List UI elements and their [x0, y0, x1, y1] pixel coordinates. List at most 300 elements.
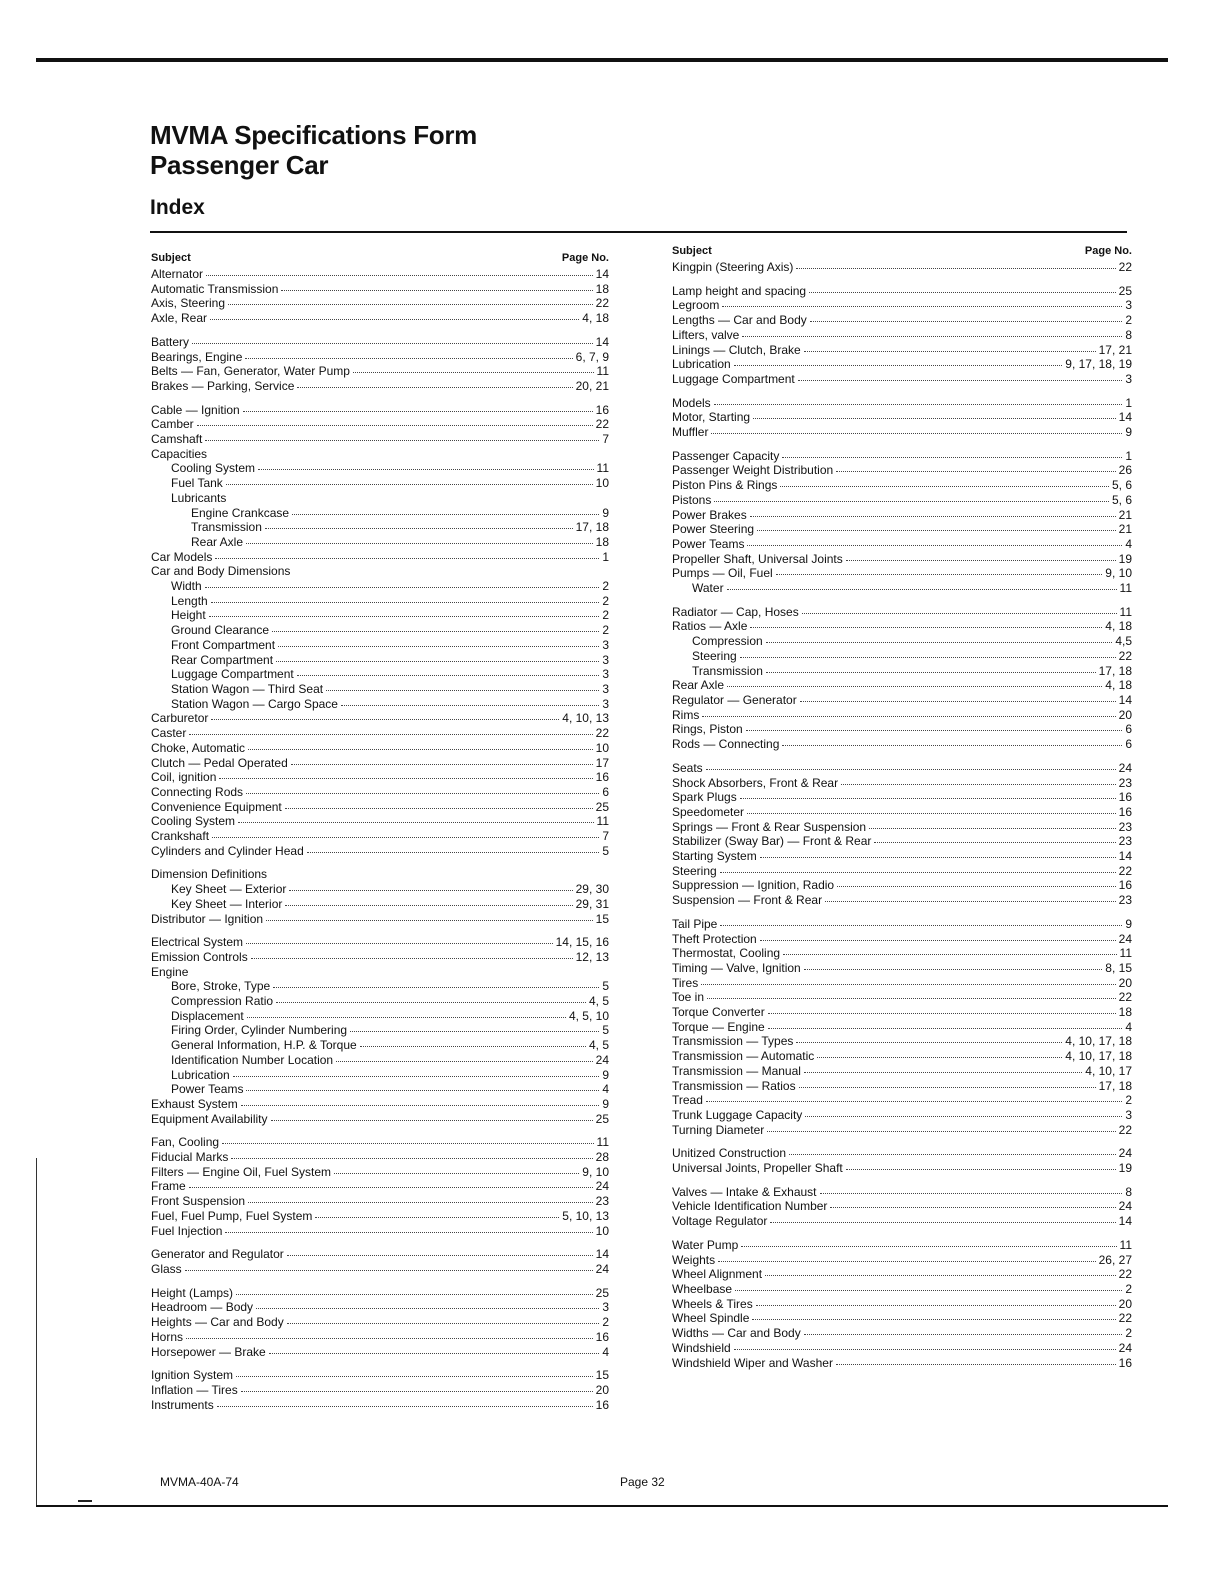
subject-header: Subject: [672, 245, 712, 257]
entry-page-numbers: 4, 5, 10: [568, 1008, 609, 1023]
section-heading: Index: [150, 196, 205, 219]
entry-subject: Starting System: [672, 849, 757, 864]
entry-page-numbers: 4: [602, 1082, 609, 1097]
entry-page-numbers: 22: [1118, 648, 1132, 663]
entry-page-numbers: 9: [602, 505, 609, 520]
dot-leader: [258, 459, 593, 470]
dot-leader: [846, 1159, 1116, 1170]
margin-line: [36, 1158, 37, 1506]
dot-leader: [830, 1197, 1115, 1208]
entry-subject: Universal Joints, Propeller Shaft: [672, 1161, 843, 1176]
entry-page-numbers: 2: [602, 579, 609, 594]
entry-page-numbers: 11: [596, 364, 609, 379]
entry-page-numbers: 22: [1118, 990, 1132, 1005]
dot-leader: [205, 430, 599, 441]
entry-subject: Compression Ratio: [171, 994, 274, 1009]
index-entry: [672, 425, 1132, 440]
entry-page-numbers: 22: [595, 296, 609, 311]
dot-leader: [767, 1121, 1115, 1132]
dot-leader: [225, 1222, 592, 1233]
entry-subject: Fuel Tank: [171, 476, 223, 491]
entry-page-numbers: 25: [595, 1285, 609, 1300]
entry-page-numbers: 14: [1118, 849, 1132, 864]
dot-leader: [271, 1110, 593, 1121]
entry-page-numbers: 3: [1125, 298, 1132, 313]
dot-leader: [266, 910, 593, 921]
dot-leader: [796, 258, 1115, 269]
entry-subject: Luggage Compartment: [672, 371, 795, 386]
index-entry: [672, 581, 1132, 596]
index-entry: [151, 1112, 609, 1127]
entry-subject: Emission Controls: [151, 949, 248, 964]
dot-leader: [750, 617, 1102, 628]
entry-page-numbers: 22: [1118, 1267, 1132, 1282]
dot-leader: [837, 876, 1116, 887]
entry-page-numbers: 18: [595, 534, 609, 549]
dot-leader: [246, 783, 599, 794]
dot-leader: [727, 676, 1102, 687]
entry-subject: Station Wagon — Cargo Space: [171, 696, 338, 711]
entry-page-numbers: 3: [1125, 371, 1132, 386]
dot-leader: [246, 533, 593, 544]
dot-leader: [246, 1080, 599, 1091]
entry-subject: Transmission — Ratios: [672, 1078, 796, 1093]
entry-page-numbers: 11: [1119, 1237, 1132, 1252]
margin-mark: [78, 1500, 92, 1502]
dot-leader: [810, 311, 1123, 322]
dot-leader: [278, 636, 599, 647]
entry-subject: Torque — Engine: [672, 1019, 765, 1034]
entry-subject: Heights — Car and Body: [151, 1315, 284, 1330]
index-entry: [672, 893, 1132, 908]
entry-subject: Vehicle Identification Number: [672, 1199, 828, 1214]
index-entry: [151, 311, 609, 326]
dot-leader: [285, 798, 593, 809]
dot-leader: [718, 1251, 1095, 1262]
entry-subject: Alternator: [151, 267, 204, 281]
entry-page-numbers: 16: [595, 1329, 609, 1344]
entry-subject: Water Pump: [672, 1237, 739, 1252]
entry-subject: Power Teams: [672, 536, 745, 551]
entry-page-numbers: 21: [1118, 507, 1132, 522]
entry-page-numbers: 10: [595, 1223, 609, 1238]
entry-page-numbers: 4, 5: [588, 994, 609, 1009]
index-entry: [151, 950, 609, 965]
title-line-1: MVMA Specifications Form: [150, 120, 477, 150]
index-entry: [151, 844, 609, 859]
entry-page-numbers: 16: [1118, 878, 1132, 893]
entry-subject: Power Teams: [171, 1082, 244, 1097]
entry-page-numbers: 3: [602, 652, 609, 667]
entry-subject: Transmission: [692, 663, 763, 678]
dot-leader: [273, 977, 599, 988]
entry-subject: Linings — Clutch, Brake: [672, 342, 801, 357]
entry-subject: Front Suspension: [151, 1194, 246, 1209]
entry-subject: Filters — Engine Oil, Fuel System: [151, 1164, 332, 1179]
entry-page-numbers: 21: [1118, 522, 1132, 537]
entry-page-numbers: 12, 13: [575, 949, 609, 964]
entry-subject: Generator and Regulator: [151, 1247, 284, 1262]
dot-leader: [315, 1207, 559, 1218]
entry-page-numbers: 17, 18: [1098, 1078, 1132, 1093]
entry-page-numbers: 20: [1118, 707, 1132, 722]
entry-subject: Width: [171, 579, 202, 594]
entry-subject: Transmission — Manual: [672, 1063, 801, 1078]
dot-leader: [734, 1339, 1116, 1350]
entry-subject: Station Wagon — Third Seat: [171, 681, 324, 696]
dot-leader: [353, 362, 594, 373]
entry-subject: Ratios — Axle: [672, 619, 748, 634]
entry-page-numbers: 8, 15: [1105, 960, 1132, 975]
dot-leader: [836, 461, 1115, 472]
dot-leader: [702, 706, 1115, 717]
dot-leader: [205, 577, 600, 588]
entry-page-numbers: 2: [1125, 1282, 1132, 1296]
entry-page-numbers: 17, 18: [1098, 663, 1132, 678]
index-entry: [672, 737, 1132, 752]
dot-leader: [753, 408, 1116, 419]
entry-subject: Firing Order, Cylinder Numbering: [171, 1023, 348, 1038]
entry-subject: Belts — Fan, Generator, Water Pump: [151, 364, 350, 379]
entry-subject: General Information, H.P. & Torque: [171, 1038, 357, 1053]
entry-subject: Engine Crankcase: [191, 505, 290, 520]
entry-subject: Muffler: [672, 425, 709, 440]
dot-leader: [789, 1144, 1116, 1155]
entry-page-numbers: 22: [1118, 1311, 1132, 1326]
entry-page-numbers: 4, 18: [582, 311, 609, 326]
entry-page-numbers: 2: [1125, 313, 1132, 328]
entry-subject: Fuel Injection: [151, 1223, 223, 1238]
dot-leader: [799, 1077, 1096, 1088]
header-rule: [150, 231, 1127, 233]
dot-leader: [217, 1396, 593, 1407]
dot-leader: [750, 506, 1116, 517]
entry-subject: Steering: [692, 648, 737, 663]
index-entry: [151, 432, 609, 447]
entry-page-numbers: 25: [595, 1111, 609, 1126]
entry-subject: Legroom: [672, 298, 720, 313]
dot-leader: [222, 1133, 593, 1144]
entry-page-numbers: 20: [1118, 975, 1132, 990]
entry-page-numbers: 9: [1125, 425, 1132, 440]
entry-page-numbers: 20, 21: [575, 378, 609, 393]
entry-page-numbers: 26: [1118, 463, 1132, 478]
entry-subject: Regulator — Generator: [672, 692, 797, 707]
entry-subject: Passenger Capacity: [672, 448, 780, 463]
entry-subject: Capacities: [151, 446, 208, 461]
dot-leader: [760, 847, 1116, 858]
entry-subject: Rings, Piston: [672, 722, 743, 737]
index-entries-left: [151, 267, 609, 1412]
dot-leader: [768, 1003, 1116, 1014]
entry-subject: Turning Diameter: [672, 1122, 765, 1137]
index-entry: [151, 1224, 609, 1239]
dot-leader: [269, 1343, 600, 1354]
entry-page-numbers: 18: [595, 281, 609, 296]
dot-leader: [185, 1260, 593, 1271]
index-entries-right: [672, 260, 1132, 1370]
entry-subject: Identification Number Location: [171, 1052, 334, 1067]
entry-subject: Windshield: [672, 1340, 731, 1355]
entry-page-numbers: 2: [1125, 1093, 1132, 1108]
entry-page-numbers: 17, 21: [1098, 342, 1132, 357]
index-entry: [672, 1214, 1132, 1229]
entry-page-numbers: 1: [1125, 395, 1132, 410]
dot-leader: [212, 827, 599, 838]
entry-subject: Carburetor: [151, 711, 209, 726]
entry-page-numbers: 4, 10, 17: [1085, 1063, 1132, 1078]
index-entry: [151, 550, 609, 565]
entry-page-numbers: 24: [1118, 1340, 1132, 1355]
entry-subject: Key Sheet — Interior: [171, 896, 283, 911]
entry-subject: Passenger Weight Distribution: [672, 463, 834, 478]
entry-subject: Compression: [692, 634, 763, 649]
entry-subject: Equipment Availability: [151, 1111, 268, 1126]
dot-leader: [766, 662, 1096, 673]
dot-leader: [796, 1032, 1062, 1043]
entry-subject: Kingpin (Steering Axis): [672, 260, 794, 274]
entry-page-numbers: 28: [595, 1150, 609, 1165]
entry-subject: Axle, Rear: [151, 311, 208, 326]
entry-subject: Height: [171, 608, 206, 623]
dot-leader: [233, 1066, 600, 1077]
dot-leader: [334, 1163, 579, 1174]
title-line-2: Passenger Car: [150, 150, 329, 180]
entry-page-numbers: 22: [1118, 863, 1132, 878]
entry-page-numbers: 14: [595, 267, 609, 281]
index-entry: [151, 1262, 609, 1277]
index-entry: [672, 1356, 1132, 1371]
entry-subject: Instruments: [151, 1397, 214, 1412]
entry-page-numbers: 19: [1118, 551, 1132, 566]
dot-leader: [809, 282, 1116, 293]
dot-leader: [186, 1328, 593, 1339]
entry-page-numbers: 11: [596, 814, 609, 829]
entry-subject: Theft Protection: [672, 931, 757, 946]
entry-page-numbers: 6: [1125, 722, 1132, 737]
dot-leader: [272, 621, 599, 632]
entry-subject: Rear Axle: [672, 678, 725, 693]
entry-page-numbers: 9: [602, 1096, 609, 1111]
entry-subject: Headroom — Body: [151, 1300, 254, 1315]
document-title: [150, 120, 477, 180]
dot-leader: [326, 680, 599, 691]
entry-page-numbers: 25: [1118, 283, 1132, 298]
entry-subject: Tread: [672, 1093, 703, 1108]
entry-subject: Transmission: [191, 520, 262, 535]
page-header: Page No.: [561, 252, 609, 264]
index-column-left: [151, 251, 609, 1412]
entry-page-numbers: 2: [602, 1315, 609, 1330]
entry-page-numbers: 29, 31: [575, 896, 609, 911]
dot-leader: [734, 355, 1063, 366]
dot-leader: [251, 948, 573, 959]
dot-leader: [747, 803, 1116, 814]
entry-subject: Lubricants: [171, 490, 227, 505]
entry-page-numbers: 11: [1119, 604, 1132, 619]
entry-subject: Models: [672, 395, 711, 410]
dot-leader: [189, 724, 592, 735]
entry-subject: Rear Axle: [191, 534, 244, 549]
entry-page-numbers: 15: [595, 911, 609, 926]
dot-leader: [735, 1280, 1122, 1291]
entry-subject: Tail Pipe: [672, 916, 718, 931]
dot-leader: [760, 930, 1116, 941]
entry-page-numbers: 11: [1119, 581, 1132, 596]
dot-leader: [241, 1095, 600, 1106]
dot-leader: [798, 370, 1123, 381]
dot-leader: [706, 1091, 1122, 1102]
entry-subject: Speedometer: [672, 804, 745, 819]
entry-subject: Pistons: [672, 492, 712, 507]
entry-subject: Timing — Valve, Ignition: [672, 960, 801, 975]
entry-page-numbers: 3: [602, 637, 609, 652]
entry-subject: Engine: [151, 964, 189, 979]
dot-leader: [768, 1018, 1123, 1029]
entry-subject: Distributor — Ignition: [151, 911, 264, 926]
entry-subject: Electrical System: [151, 935, 244, 950]
dot-leader: [341, 695, 599, 706]
entry-page-numbers: 2: [602, 593, 609, 608]
dot-leader: [248, 1192, 593, 1203]
entry-subject: Dimension Definitions: [151, 867, 268, 882]
dot-leader: [780, 476, 1109, 487]
entry-subject: Axis, Steering: [151, 296, 226, 311]
entry-subject: Horsepower — Brake: [151, 1344, 266, 1359]
dot-leader: [265, 518, 573, 529]
dot-leader: [206, 265, 593, 276]
dot-leader: [292, 504, 599, 515]
dot-leader: [236, 1366, 593, 1377]
entry-page-numbers: 14: [595, 334, 609, 349]
entry-subject: Wheel Spindle: [672, 1311, 750, 1326]
entry-page-numbers: 23: [1118, 775, 1132, 790]
entry-page-numbers: 18: [1118, 1005, 1132, 1020]
dot-leader: [219, 768, 592, 779]
entry-subject: Torque Converter: [672, 1005, 765, 1020]
entry-page-numbers: 20: [595, 1382, 609, 1397]
dot-leader: [800, 691, 1116, 702]
entry-subject: Windshield Wiper and Washer: [672, 1355, 833, 1370]
entry-page-numbers: 23: [1118, 893, 1132, 908]
bottom-rule: [36, 1505, 1168, 1507]
entry-page-numbers: 14: [1118, 410, 1132, 425]
index-column-right: [672, 244, 1132, 1370]
entry-page-numbers: 4, 10, 17, 18: [1065, 1049, 1132, 1064]
entry-subject: Power Brakes: [672, 507, 747, 522]
entry-subject: Lifters, valve: [672, 327, 740, 342]
index-entry: [672, 372, 1132, 387]
entry-subject: Automatic Transmission: [151, 281, 279, 296]
dot-leader: [276, 651, 599, 662]
dot-leader: [802, 603, 1117, 614]
entry-subject: Toe in: [672, 990, 705, 1005]
entry-subject: Steering: [672, 863, 717, 878]
entry-subject: Lamp height and spacing: [672, 283, 807, 298]
entry-page-numbers: 5, 6: [1111, 492, 1132, 507]
entry-page-numbers: 9: [602, 1067, 609, 1082]
entry-subject: Wheel Alignment: [672, 1267, 763, 1282]
entry-page-numbers: 14: [1118, 692, 1132, 707]
entry-subject: Front Compartment: [171, 637, 276, 652]
entry-page-numbers: 4: [1125, 536, 1132, 551]
entry-subject: Rims: [672, 707, 700, 722]
page-header: Page No.: [1084, 245, 1132, 257]
entry-page-numbers: 5, 6: [1111, 478, 1132, 493]
entry-subject: Cooling System: [151, 814, 236, 829]
entry-page-numbers: 2: [602, 623, 609, 638]
entry-page-numbers: 22: [595, 726, 609, 741]
entry-page-numbers: 24: [1118, 931, 1132, 946]
entry-subject: Ignition System: [151, 1368, 234, 1383]
entry-page-numbers: 9, 10: [582, 1164, 609, 1179]
dot-leader: [192, 333, 593, 344]
entry-page-numbers: 3: [602, 681, 609, 696]
entry-subject: Spark Plugs: [672, 790, 737, 805]
entry-subject: Tires: [672, 975, 699, 990]
index-entry: [151, 476, 609, 491]
entry-page-numbers: 5: [602, 843, 609, 858]
dot-leader: [804, 341, 1096, 352]
dot-leader: [776, 564, 1103, 575]
entry-subject: Clutch — Pedal Operated: [151, 755, 288, 770]
dot-leader: [287, 1245, 593, 1256]
entry-page-numbers: 5: [602, 979, 609, 994]
group-spacer: [151, 858, 609, 867]
entry-page-numbers: 7: [602, 432, 609, 447]
entry-page-numbers: 1: [602, 549, 609, 564]
entry-page-numbers: 4, 10, 17, 18: [1065, 1034, 1132, 1049]
dot-leader: [210, 309, 579, 320]
entry-subject: Convenience Equipment: [151, 799, 282, 814]
entry-page-numbers: 17: [595, 755, 609, 770]
entry-subject: Wheelbase: [672, 1282, 733, 1296]
dot-leader: [289, 880, 572, 891]
dot-leader: [236, 1284, 593, 1295]
entry-subject: Seats: [672, 760, 703, 775]
dot-leader: [243, 401, 593, 412]
entry-page-numbers: 22: [595, 417, 609, 432]
dot-leader: [360, 1036, 586, 1047]
entry-page-numbers: 2: [602, 608, 609, 623]
dot-leader: [841, 774, 1116, 785]
entry-page-numbers: 22: [1118, 260, 1132, 274]
dot-leader: [752, 1309, 1115, 1320]
dot-leader: [742, 326, 1122, 337]
index-entry: [151, 1345, 609, 1360]
entry-subject: Water: [692, 581, 724, 596]
entry-page-numbers: 24: [1118, 1199, 1132, 1214]
entry-page-numbers: 9: [1125, 916, 1132, 931]
dot-leader: [756, 1295, 1116, 1306]
entry-subject: Transmission — Types: [672, 1034, 794, 1049]
dot-leader: [701, 974, 1115, 985]
entry-page-numbers: 29, 30: [575, 882, 609, 897]
dot-leader: [770, 1212, 1115, 1223]
dot-leader: [757, 520, 1116, 531]
entry-page-numbers: 16: [595, 1397, 609, 1412]
entry-subject: Lubrication: [171, 1067, 230, 1082]
entry-subject: Fuel, Fuel Pump, Fuel System: [151, 1208, 313, 1223]
entry-page-numbers: 4, 10, 13: [562, 711, 609, 726]
dot-leader: [747, 535, 1122, 546]
dot-leader: [285, 895, 572, 906]
entry-subject: Coil, ignition: [151, 770, 217, 785]
dot-leader: [245, 348, 572, 359]
entry-subject: Luggage Compartment: [171, 667, 294, 682]
entry-page-numbers: 23: [1118, 819, 1132, 834]
dot-leader: [215, 548, 599, 559]
